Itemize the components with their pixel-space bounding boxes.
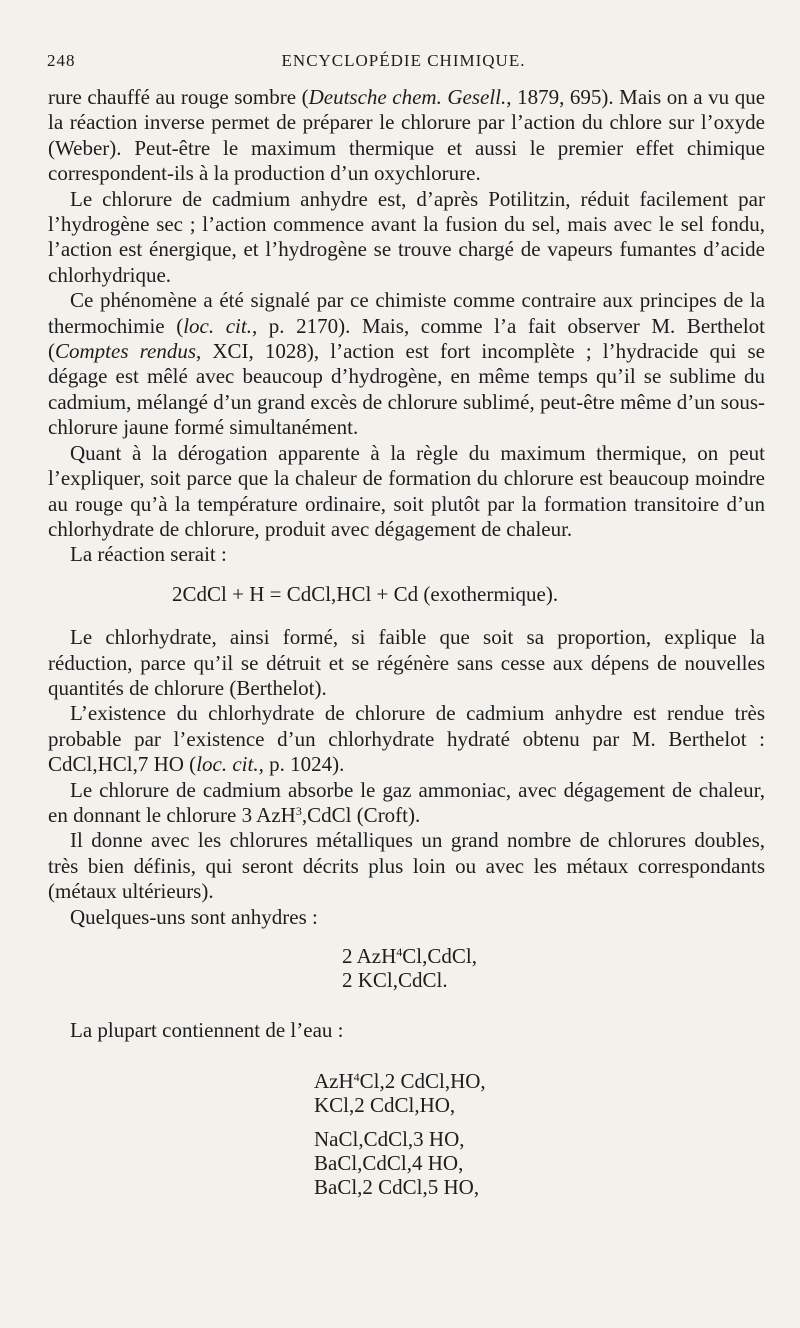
paragraph-9: Il donne avec les chlorures métalliques un grand nombre de chlorures doubles, très bien définis, qui seront décrits plus loin ou avec les métaux correspondants (métaux ultérieurs). bbox=[48, 828, 765, 904]
running-title: ENCYCLOPÉDIE CHIMIQUE. bbox=[281, 51, 526, 70]
formula-line: BaCl,CdCl,4 HO, bbox=[314, 1151, 464, 1176]
formula-line: NaCl,CdCl,3 HO, bbox=[314, 1127, 465, 1152]
formula-line: 2 AzH$^4$Cl,CdCl, bbox=[342, 944, 477, 968]
page-header bbox=[47, 48, 760, 72]
formula-line: KCl,2 CdCl,HO, bbox=[314, 1093, 456, 1118]
paragraph-8: Le chlorure de cadmium absorbe le gaz ammoniac, avec dégagement de chaleur, en donnant le chlorure 3 AzH$^3$,CdCl (Croft). bbox=[48, 777, 765, 827]
paragraph-1: rure chauffé au rouge sombre (Deutsche chem. Gesell., 1879, 695). Mais on a vu que la réaction inverse permet de préparer le chlorure par l’action du chlore sur l’oxyde (Weber). Peut-être le maximum thermique et aussi le premier effet chimique correspondent-ils à la production d’un oxychlorure. bbox=[48, 85, 766, 186]
body-text bbox=[48, 85, 765, 1199]
hydrated-formulas-b bbox=[48, 1127, 765, 1199]
formula-line: AzH$^4$Cl,2 CdCl,HO, bbox=[314, 1069, 486, 1094]
journal-citation: Comptes rendus bbox=[55, 339, 197, 364]
paragraph-5: La réaction serait : bbox=[70, 542, 227, 567]
paragraph-2: Le chlorure de cadmium anhydre est, d’après Potilitzin, réduit facilement par l’hydrogène sec ; l’action commence avant la fusion du sel, mais avec le sel fondu, l’action est énergique, et l’hydrogène se trouve chargé de vapeurs fumantes d’acide chlorhydrique. bbox=[48, 186, 765, 287]
paragraph-3: Ce phénomène a été signalé par ce chimiste comme contraire aux principes de la thermochimie (loc. cit., p. 2170). Mais, comme l’a fait observer M. Berthelot (Comptes rendus, XCI, 1028), l’action est fort incomplète ; l’hydracide qui se dégage est mêlé avec beaucoup d’hydrogène, en même temps qu’il se sublime du cadmium, mélangé d’un grand excès de chlorure sublimé, peut-être même d’un sous-chlorure jaune formé simultanément. bbox=[48, 288, 765, 440]
reaction-equation: 2CdCl + H = CdCl,HCl + Cd (exothermique). bbox=[172, 581, 559, 606]
hydrated-formulas-a bbox=[48, 1069, 765, 1117]
paragraph-10: Quelques-uns sont anhydres : bbox=[70, 904, 318, 929]
journal-citation: Deutsche chem. Gesell. bbox=[308, 85, 507, 109]
paragraph-6: Le chlorhydrate, ainsi formé, si faible que soit sa proportion, explique la réduction, parce qu’il se détruit et se régénère sans cesse aux dépens de nouvelles quantités de chlorure (Berthelot). bbox=[48, 625, 765, 700]
anhydrous-formulas bbox=[48, 944, 765, 992]
formula-line: 2 KCl,CdCl. bbox=[342, 968, 448, 992]
paragraph-11: La plupart contiennent de l’eau : bbox=[70, 1018, 344, 1042]
paragraph-4: Quant à la dérogation apparente à la règle du maximum thermique, on peut l’expliquer, soit parce que la chaleur de formation du chlorure est beaucoup moindre au rouge qu’à la température ordinaire, soit plutôt par la formation transitoire d’un chlorhydrate de chlorure, produit avec dégagement de chaleur. bbox=[48, 440, 765, 541]
formula-line: BaCl,2 CdCl,5 HO, bbox=[314, 1175, 480, 1200]
page-number: 248 bbox=[47, 51, 76, 70]
paragraph-7: L’existence du chlorhydrate de chlorure de cadmium anhydre est rendue très probable par l’existence d’un chlorhydrate hydraté obtenu par M. Berthelot : CdCl,HCl,7 HO (loc. cit., p. 1024). bbox=[48, 701, 765, 777]
